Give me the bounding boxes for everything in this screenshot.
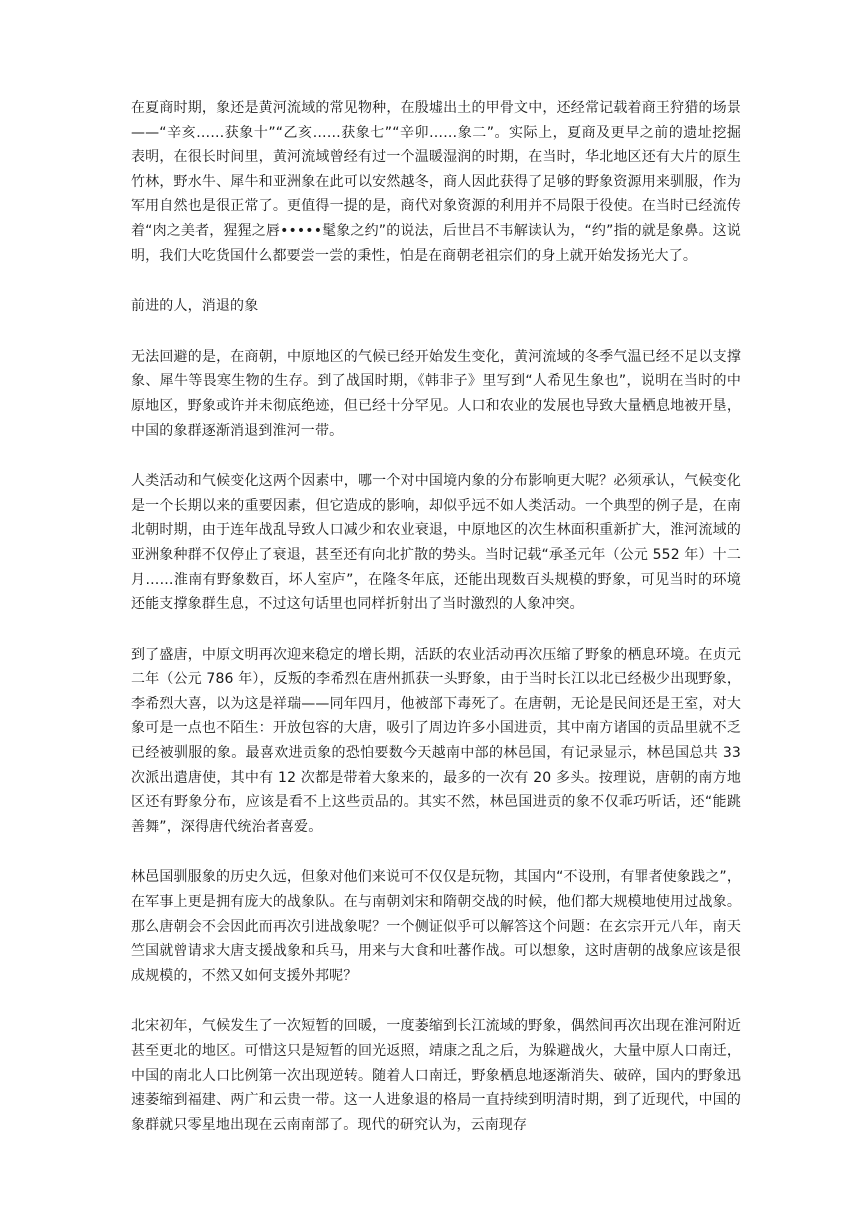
section-heading: 前进的人，消退的象	[131, 298, 259, 315]
paragraph-human-vs-climate: 人类活动和气候变化这两个因素中，哪一个对中国境内象的分布影响更大呢？必须承认，气候变化是一个长期以来的重要因素，但它造成的影响，却似乎远不如人类活动。一个典型的例子是，在南北朝时期，由于连年战乱导致人口减少和农业衰退，中原地区的次生林面积重新扩大，淮河流域的亚洲象种群不仅停止了衰退，甚至还有向北扩散的势头。当时记载“承圣元年（公元 552 年）十二月……淮南有野象数百，坏人室庐”，在隆冬年底，还能出现数百头规模的野象，可见当时的环境还能支撑象群生息，不过这句话里也同样折射出了当时激烈的人象冲突。	[131, 473, 741, 613]
paragraph-northern-song: 北宋初年，气候发生了一次短暂的回暖，一度萎缩到长江流域的野象，偶然间再次出现在淮河附近甚至更北的地区。可惜这只是短暂的回光返照，靖康之乱之后，为躲避战火，大量中原人口南迁，中国的南北人口比例第一次出现逆转。随着人口南迁，野象栖息地逐渐消失、破碎，国内的野象迅速萎缩到福建、两广和云贵一带。这一人进象退的格局一直持续到明清时期，到了近现代，中国的象群就只零星地出现在云南南部了。现代的研究认为，云南现存	[131, 1018, 741, 1133]
paragraph-linyi-war-elephants: 林邑国驯服象的历史久远，但象对他们来说可不仅仅是玩物，其国内“不设刑，有罪者使象践之”，在军事上更是拥有庞大的战象队。在与南朝刘宋和隋朝交战的时候，他们都大规模地使用过战象。那么唐朝会不会因此而再次引进战象呢？一个侧证似乎可以解答这个问题：在玄宗开元八年，南天竺国就曾请求大唐支援战象和兵马，用来与大食和吐蕃作战。可以想象，这时唐朝的战象应该是很成规模的，不然又如何支援外邦呢？	[131, 869, 741, 984]
paragraph-climate-change: 无法回避的是，在商朝，中原地区的气候已经开始发生变化，黄河流域的冬季气温已经不足以支撑象、犀牛等畏寒生物的生存。到了战国时期，《韩非子》里写到“人希见生象也”，说明在当时的中原地区，野象或许并未彻底绝迹，但已经十分罕见。人口和农业的发展也导致大量栖息地被开垦，中国的象群逐渐消退到淮河一带。	[131, 348, 741, 439]
paragraph-tang-dynasty: 到了盛唐，中原文明再次迎来稳定的增长期，活跃的农业活动再次压缩了野象的栖息环境。在贞元二年（公元 786 年），反叛的李希烈在唐州抓获一头野象，由于当时长江以北已经极少出现野象，李希烈大喜，以为这是祥瑞——同年四月，他被部下毒死了。在唐朝，无论是民间还是王室，对大象可是一点也不陌生：开放包容的大唐，吸引了周边许多小国进贡，其中南方诸国的贡品里就不乏已经被驯服的象。最喜欢进贡象的恐怕要数今天越南中部的林邑国，有记录显示，林邑国总共 33 次派出遣唐使，其中有 12 次都是带着大象来的，最多的一次有 20 多头。按理说，唐朝的南方地区还有野象分布，应该是看不上这些贡品的。其实不然，林邑国进贡的象不仅乖巧听话，还“能跳善舞”，深得唐代统治者喜爱。	[131, 646, 741, 835]
paragraph-shang-elephants: 在夏商时期，象还是黄河流域的常见物种，在殷墟出土的甲骨文中，还经常记载着商王狩猎的场景——“辛亥……获象十”“乙亥……获象七”“辛卯……象二”。实际上，夏商及更早之前的遗址挖掘表明，在很长时间里，黄河流域曾经有过一个温暖湿润的时期，在当时，华北地区还有大片的原生竹林，野水牛、犀牛和亚洲象在此可以安然越冬，商人因此获得了足够的野象资源用来驯服，作为军用自然也是很正常了。更值得一提的是，商代对象资源的利用并不局限于役使。在当时已经流传着“肉之美者，猩猩之唇•••••髦象之约”的说法，后世吕不韦解读认为，“约”指的就是象鼻。这说明，我们大吃货国什么都要尝一尝的秉性，怕是在商朝老祖宗们的身上就开始发扬光大了。	[131, 100, 741, 264]
document-body	[131, 96, 741, 1163]
